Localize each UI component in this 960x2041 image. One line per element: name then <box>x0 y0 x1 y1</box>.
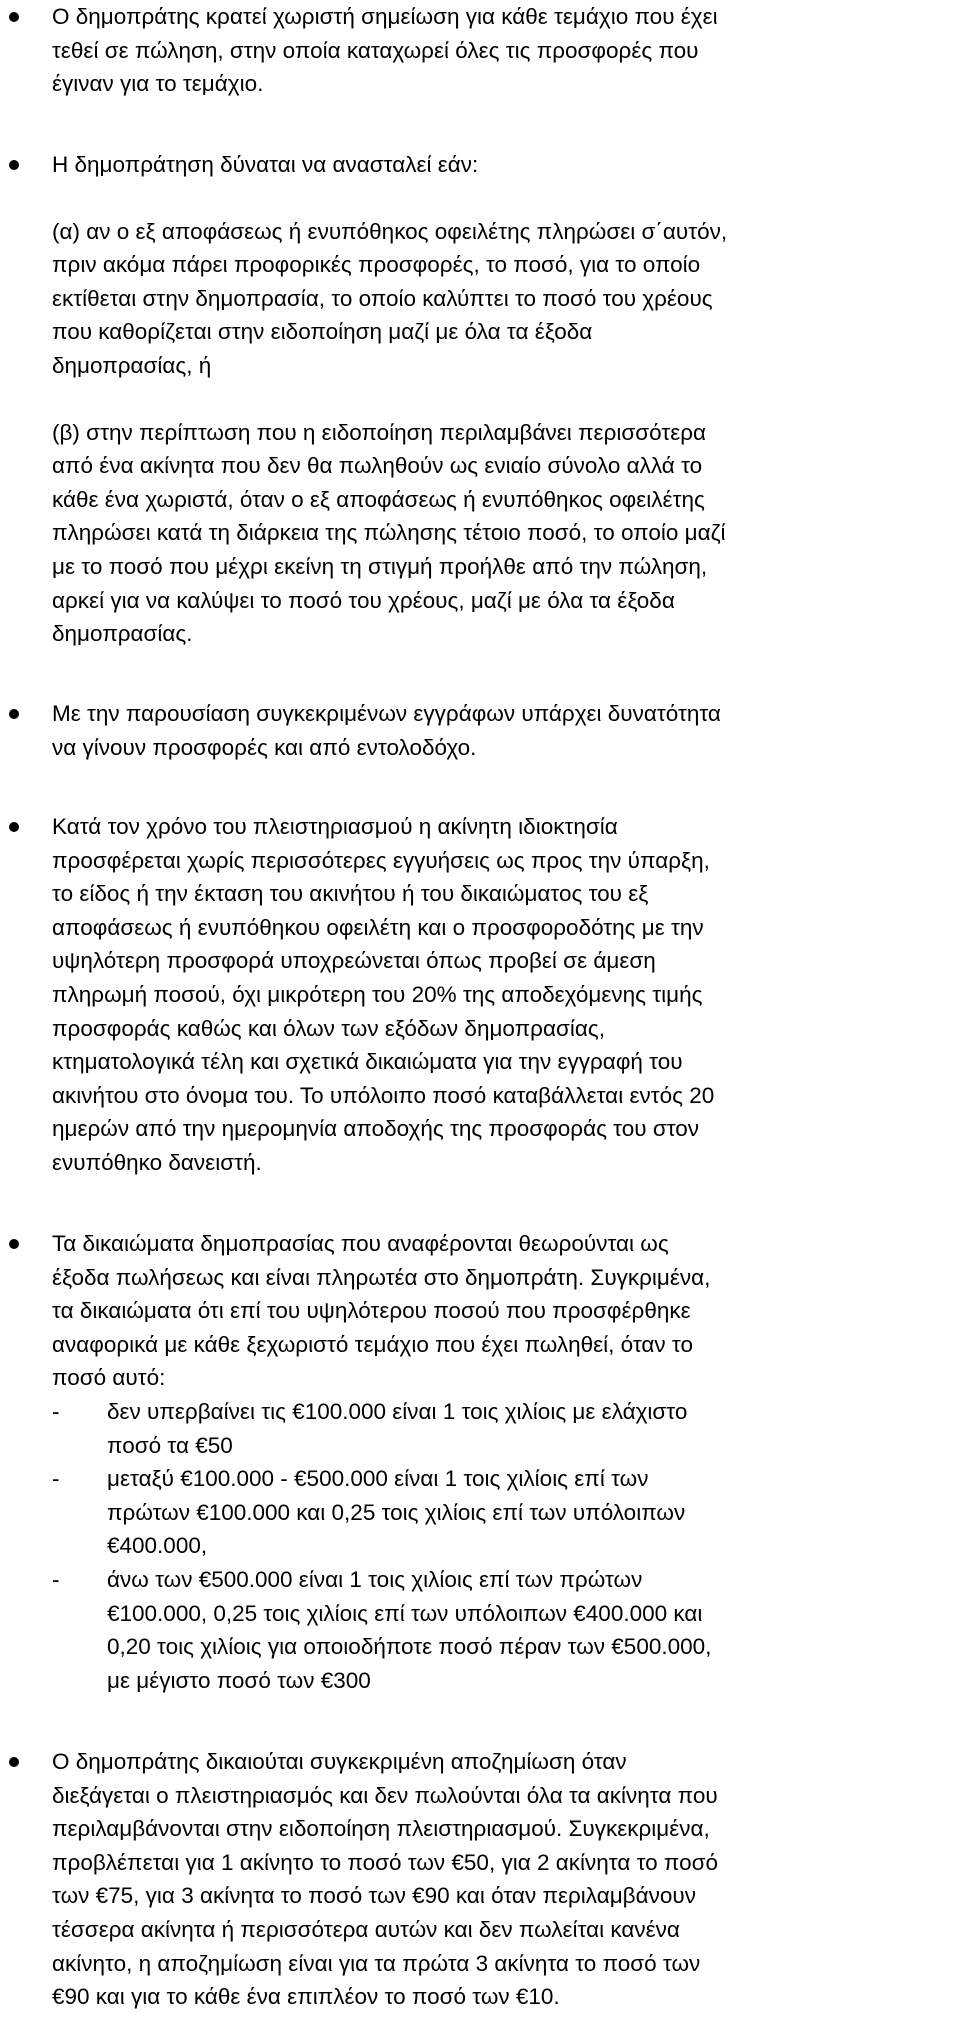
text-line: ενυπόθηκο δανειστή. <box>52 1149 262 1175</box>
text-line: ακίνητο, η αποζημίωση είναι για τα πρώτα 3 ακίνητα το ποσό των <box>52 1950 701 1976</box>
text-line: δεν υπερβαίνει τις €100.000 είναι 1 τοις χιλίοις με ελάχιστο <box>107 1398 688 1424</box>
dash-marker: - <box>52 1466 60 1492</box>
text-line: €400.000, <box>107 1533 208 1559</box>
bullet-icon <box>9 1757 19 1767</box>
text-line: ποσό τα €50 <box>107 1432 233 1458</box>
bullet-item-proxy-bids <box>52 697 952 764</box>
text-line: €100.000, 0,25 τοις χιλίοις επί των υπόλοιπων €400.000 και <box>107 1600 703 1626</box>
text-line: πληρωμή ποσού, όχι μικρότερη του 20% της αποδεχόμενης τιμής <box>52 981 703 1007</box>
text-line: αρκεί για να καλύψει το ποσό του χρέους, μαζί με όλα τα έξοδα <box>52 587 675 613</box>
bullet-item-compensation <box>52 1745 952 2014</box>
text-line: πληρώσει κατά τη διάρκεια της πώλησης τέτοιο ποσό, το οποίο μαζί <box>52 520 726 546</box>
text-line: ημερών από την ημερομηνία αποδοχής της προσφοράς του στον <box>52 1116 700 1142</box>
text-line: ακινήτου στο όνομα του. Το υπόλοιπο ποσό καταβάλλεται εντός 20 <box>52 1082 715 1108</box>
text-line: έξοδα πωλήσεως και είναι πληρωτέα στο δημοπράτη. Συγκριμένα, <box>52 1264 711 1290</box>
paragraph <box>52 810 952 1180</box>
paragraph <box>52 697 952 764</box>
text-line: που καθορίζεται στην ειδοποίηση μαζί με όλα τα έξοδα <box>52 319 593 345</box>
text-line: τα δικαιώματα ότι επί του υψηλότερου ποσού που προσφέρθηκε <box>52 1298 691 1324</box>
paragraph-a <box>52 215 952 383</box>
text-line: μεταξύ €100.000 - €500.000 είναι 1 τοις χιλίοις επί των <box>107 1466 649 1492</box>
text-line: (β) στην περίπτωση που η ειδοποίηση περιλαμβάνει περισσότερα <box>52 419 707 445</box>
text-line: άνω των €500.000 είναι 1 τοις χιλίοις επί των πρώτων <box>107 1566 643 1592</box>
text-line: 0,20 τοις χιλίοις για οποιοδήποτε ποσό πέραν των €500.000, <box>107 1634 712 1660</box>
text-line: των €75, για 3 ακίνητα το ποσό των €90 και όταν περιλαμβάνουν <box>52 1883 696 1909</box>
bullet-item-auction-record <box>52 0 952 101</box>
paragraph-b <box>52 416 952 651</box>
bullet-icon <box>9 709 19 719</box>
text-line: προσφοράς καθώς και όλων των εξόδων δημοπρασίας, <box>52 1015 605 1041</box>
paragraph <box>52 0 952 101</box>
paragraph-intro <box>52 148 952 182</box>
bullet-icon <box>9 1239 19 1249</box>
dash-list-item-2 <box>52 1462 952 1563</box>
text-line: εκτίθεται στην δημοπρασία, το οποίο καλύπτει το ποσό του χρέους <box>52 285 713 311</box>
text-line: (α) αν ο εξ αποφάσεως ή ενυπόθηκος οφειλέτης πληρώσει σ΄αυτόν, <box>52 218 728 244</box>
text-line: περιλαμβάνονται στην ειδοποίηση πλειστηριασμού. Συγκεκριμένα, <box>52 1816 710 1842</box>
text-line: Ο δημοπράτης κρατεί χωριστή σημείωση για κάθε τεμάχιο που έχει <box>52 4 718 29</box>
text-line: Η δημοπράτηση δύναται να ανασταλεί εάν: <box>52 152 479 177</box>
paragraph <box>52 1227 952 1395</box>
text-line: πριν ακόμα πάρει προφορικές προσφορές, το ποσό, για το οποίο <box>52 252 701 278</box>
text-line: με μέγιστο ποσό των €300 <box>107 1667 371 1693</box>
bullet-icon <box>9 160 19 170</box>
bullet-icon <box>9 12 19 22</box>
bullet-icon <box>9 822 19 832</box>
text-line: κάθε ένα χωριστά, όταν ο εξ αποφάσεως ή ενυπόθηκος οφειλέτης <box>52 486 705 512</box>
text-line: τεθεί σε πώληση, στην οποία καταχωρεί όλες τις προσφορές που <box>52 37 699 63</box>
bullet-item-auction-fees <box>52 1227 952 1697</box>
dash-list-item-3 <box>52 1563 952 1697</box>
text-line: αποφάσεως ή ενυπόθηκου οφειλέτη και ο προσφοροδότης με την <box>52 914 704 940</box>
text-line: δημοπρασίας. <box>52 621 193 647</box>
bullet-item-suspension <box>52 148 952 651</box>
text-line: κτηματολογικά τέλη και σχετικά δικαιώματα για την εγγραφή του <box>52 1049 683 1075</box>
text-line: υψηλότερη προσφορά υποχρεώνεται όπως προβεί σε άμεση <box>52 948 656 974</box>
dash-marker: - <box>52 1566 60 1592</box>
dash-list-item-1 <box>52 1395 952 1462</box>
text-line: έγιναν για το τεμάχιο. <box>52 71 264 97</box>
paragraph <box>52 1745 952 2014</box>
text-line: δημοπρασίας, ή <box>52 352 212 378</box>
text-line: Τα δικαιώματα δημοπρασίας που αναφέρονται θεωρούνται ως <box>52 1231 669 1256</box>
bullet-item-payment-terms <box>52 810 952 1180</box>
text-line: τέσσερα ακίνητα ή περισσότερα αυτών και δεν πωλείται κανένα <box>52 1916 680 1942</box>
text-line: από ένα ακίνητα που δεν θα πωληθούν ως ενιαίο σύνολο αλλά το <box>52 453 703 479</box>
text-line: να γίνουν προσφορές και από εντολοδόχο. <box>52 734 477 760</box>
dash-marker: - <box>52 1398 60 1424</box>
text-line: Κατά τον χρόνο του πλειστηριασμού η ακίνητη ιδιοκτησία <box>52 814 618 839</box>
text-line: προβλέπεται για 1 ακίνητο το ποσό των €50, για 2 ακίνητα το ποσό <box>52 1849 719 1875</box>
text-line: Με την παρουσίαση συγκεκριμένων εγγράφων υπάρχει δυνατότητα <box>52 701 721 726</box>
text-line: προσφέρεται χωρίς περισσότερες εγγυήσεις ως προς την ύπαρξη, <box>52 847 710 873</box>
text-line: €90 και για το κάθε ένα επιπλέον το ποσό των €10. <box>52 1984 560 2010</box>
text-line: διεξάγεται ο πλειστηριασμός και δεν πωλούνται όλα τα ακίνητα που <box>52 1782 718 1808</box>
text-line: αναφορικά με κάθε ξεχωριστό τεμάχιο που έχει πωληθεί, όταν το <box>52 1331 694 1357</box>
text-line: ποσό αυτό: <box>52 1365 166 1391</box>
text-line: με το ποσό που μέχρι εκείνη τη στιγμή προήλθε από την πώληση, <box>52 553 708 579</box>
text-line: Ο δημοπράτης δικαιούται συγκεκριμένη αποζημίωση όταν <box>52 1749 627 1774</box>
text-line: πρώτων €100.000 και 0,25 τοις χιλίοις επί των υπόλοιπων <box>107 1499 686 1525</box>
text-line: το είδος ή την έκταση του ακινήτου ή του δικαιώματος του εξ <box>52 881 649 907</box>
